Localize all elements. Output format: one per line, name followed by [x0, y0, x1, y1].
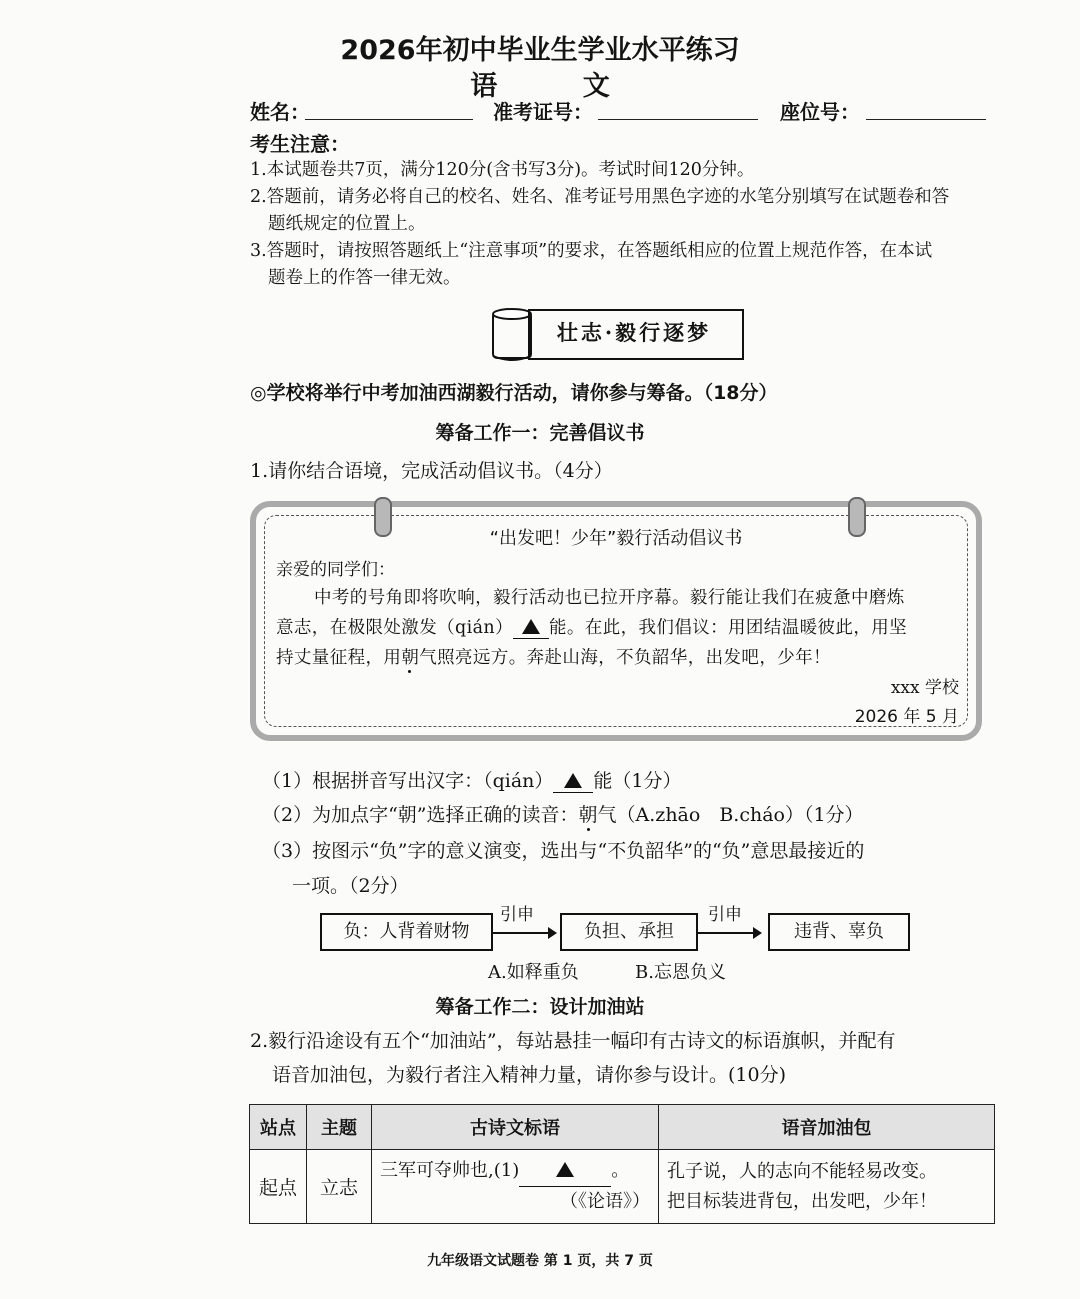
col-header-theme: 主题: [307, 1105, 372, 1150]
flow-box-final: 违背、辜负: [768, 913, 910, 951]
option-b[interactable]: B.忘恩负义: [635, 962, 726, 983]
letter-greeting: 亲爱的同学们：: [276, 560, 395, 580]
cell-station: 起点: [250, 1150, 307, 1224]
seat-label: 座位号：: [780, 100, 860, 124]
exam-title: 2026年初中毕业生学业水平练习: [340, 35, 740, 66]
sub-question-3-cont: 一项。（2分）: [292, 875, 409, 897]
notice-item-3: 3.答题时，请按照答题纸上“注意事项”的要求，在答题纸相应的位置上规范作答，在本试: [250, 241, 933, 261]
col-header-voice: 语音加油包: [659, 1105, 995, 1150]
notice-item-1: 1.本试题卷共7页，满分120分(含书写3分)。考试时间120分钟。: [250, 160, 755, 180]
page-footer: 九年级语文试题卷 第 1 页，共 7 页: [427, 1253, 653, 1269]
letter-title: “出发吧！少年”毅行活动倡议书: [489, 528, 743, 549]
notice-heading: 考生注意：: [250, 132, 350, 156]
sub-question-3: （3）按图示“负”字的意义演变，选出与“不负韶华”的“负”意思最接近的: [262, 840, 865, 862]
letter-date: 2026 年 5 月: [854, 707, 959, 727]
seat-blank[interactable]: [866, 118, 986, 120]
sub-question-2: （2）为加点字“朝”选择正确的读音：朝 气（A.zhāo B.cháo）（1分）: [262, 800, 864, 827]
table-row: [250, 1150, 995, 1224]
question-2-cont: 语音加油包，为毅行者注入精神力量，请你参与设计。(10分): [272, 1064, 787, 1086]
name-label: 姓名：: [250, 100, 310, 124]
sub1-blank[interactable]: [553, 770, 593, 793]
exam-id-label: 准考证号：: [493, 100, 593, 124]
exam-id-blank[interactable]: [598, 118, 758, 120]
question-2: 2.毅行沿途设有五个“加油站”，每站悬挂一幅印有古诗文的标语旗帜，并配有: [250, 1030, 896, 1052]
letter-line-2: 意志，在极限处激发（qián） 能。在此，我们倡议：用团结温暖彼此，用坚: [276, 618, 908, 638]
flow-arrow-2-label: 引申: [708, 905, 742, 925]
name-blank[interactable]: [305, 118, 473, 120]
letter-sign: xxx 学校: [890, 678, 959, 698]
col-header-slogan: 古诗文标语: [372, 1105, 659, 1150]
flow-arrow-1: [491, 932, 555, 934]
cell-voice: [659, 1150, 995, 1224]
voice-line-1: 孔子说，人的志向不能轻易改变。: [667, 1160, 937, 1182]
question-1: 1.请你结合语境，完成活动倡议书。（4分）: [250, 460, 613, 482]
triangle-marker-icon: [522, 619, 540, 634]
slogan-blank[interactable]: [519, 1156, 611, 1187]
slogan-source: （《论语》）: [560, 1191, 650, 1212]
task1-heading: 筹备工作一：完善倡议书: [435, 422, 645, 444]
flow-arrow-1-label: 引申: [500, 905, 534, 925]
triangle-marker-icon: [564, 773, 582, 788]
flow-box-origin: 负：人背着财物: [320, 913, 493, 951]
cell-slogan: 三军可夺帅也,(1) 。 （《论语》）: [372, 1150, 659, 1224]
flow-box-middle: 负担、承担: [560, 913, 698, 951]
dotted-char: 朝: [401, 648, 419, 668]
letter-blank[interactable]: [513, 618, 549, 639]
option-a[interactable]: A.如释重负: [488, 962, 579, 983]
notice-item-2: 2.答题前，请务必将自己的校名、姓名、准考证号用黑色字迹的水笔分别填写在试题卷和答: [250, 187, 950, 207]
section-intro: ◎学校将举行中考加油西湖毅行活动，请你参与筹备。（18分）: [250, 382, 778, 404]
sub-question-1: （1）根据拼音写出汉字：（qián） 能（1分）: [262, 770, 682, 792]
task2-heading: 筹备工作二：设计加油站: [435, 996, 645, 1018]
subject-title: 语 文: [470, 71, 648, 102]
voice-line-2: 把目标装进背包，出发吧，少年！: [667, 1190, 937, 1212]
flow-arrow-2: [696, 932, 760, 934]
triangle-marker-icon: [556, 1162, 574, 1177]
banner-text: 壮志·毅行逐梦: [556, 320, 712, 345]
letter-line-1: 中考的号角即将吹响，毅行活动也已拉开序幕。毅行能让我们在疲惫中磨炼: [314, 588, 905, 608]
col-header-station: 站点: [250, 1105, 307, 1150]
station-table: [249, 1104, 995, 1224]
letter-line-3: 持丈量征程，用朝 气照亮远方。奔赴山海，不负韶华，出发吧，少年！: [276, 644, 831, 669]
notice-item-2-cont: 题纸规定的位置上。: [268, 214, 426, 234]
cell-theme: 立志: [307, 1150, 372, 1224]
notice-item-3-cont: 题卷上的作答一律无效。: [268, 268, 461, 288]
section-banner: [490, 306, 742, 360]
